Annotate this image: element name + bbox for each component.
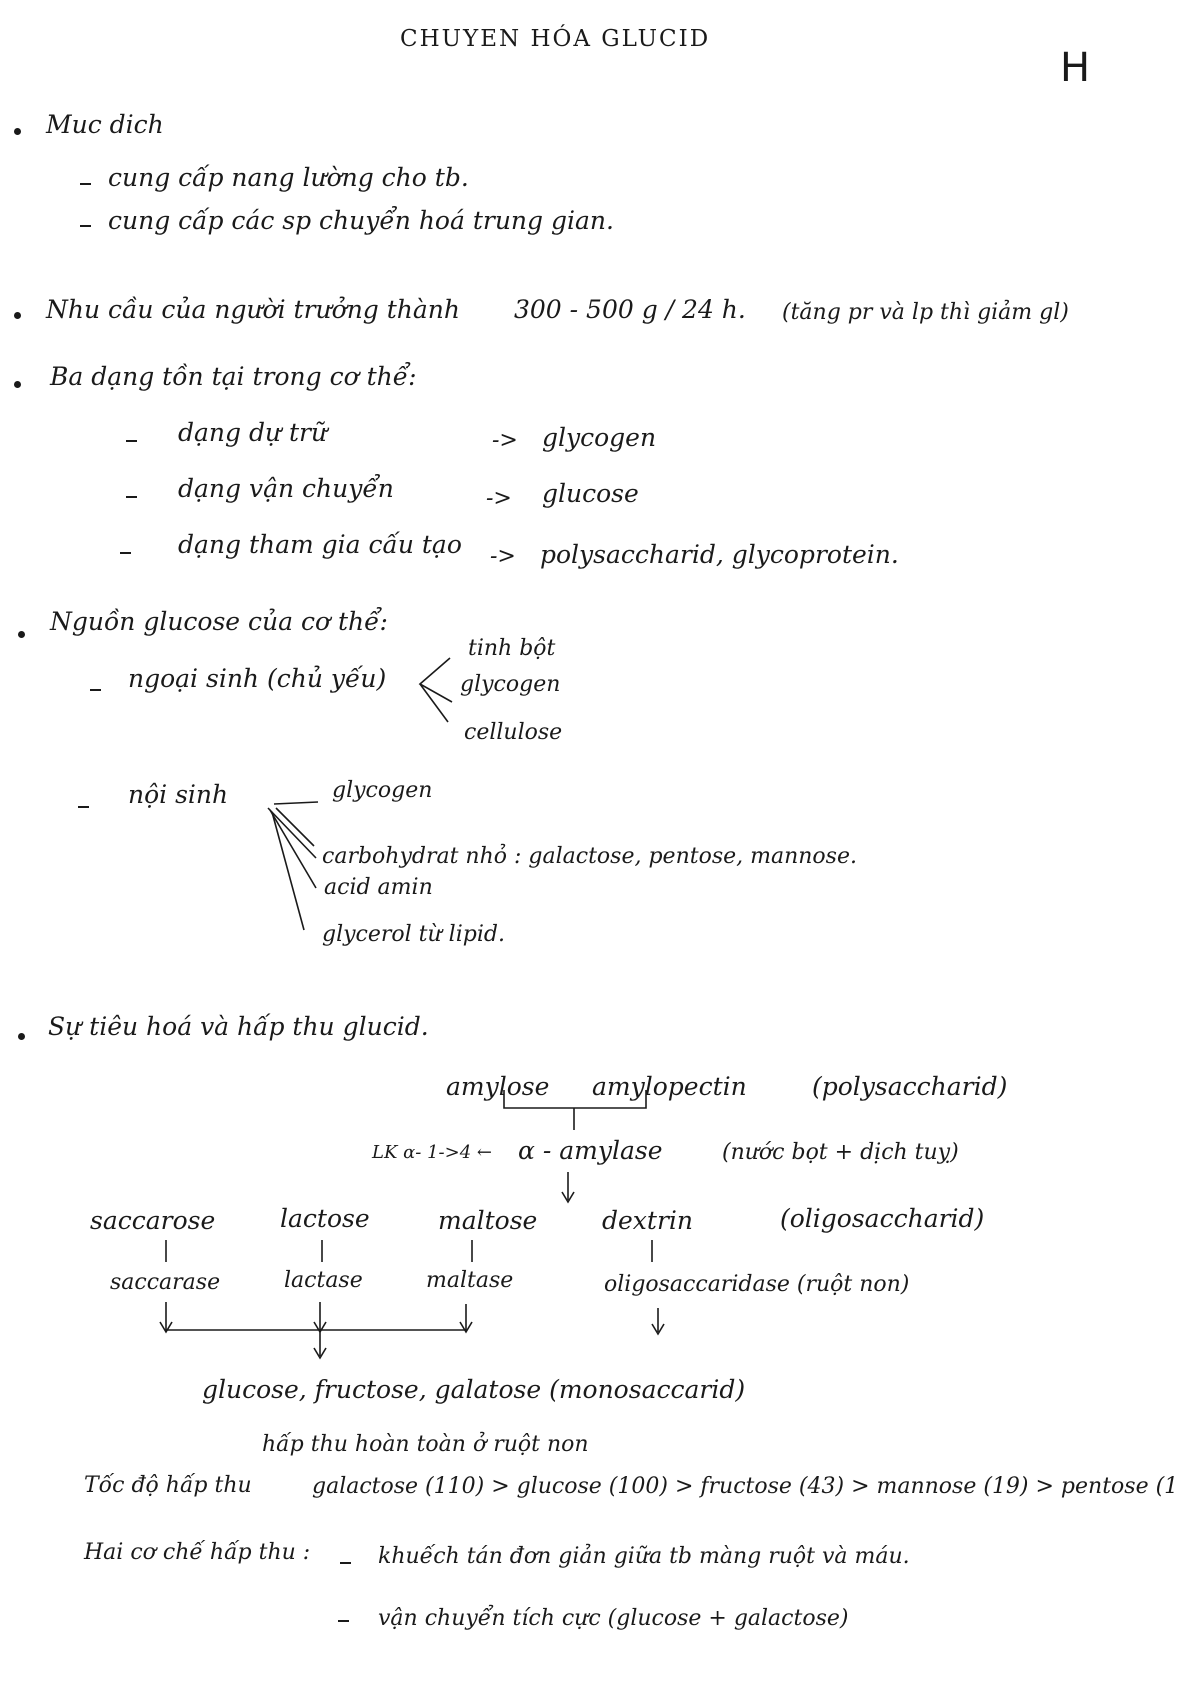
arrow: -> [490,544,516,569]
exogenous-item: cellulose [464,720,563,745]
sources-heading: Nguồn glucose của cơ thể: [50,607,388,636]
endogenous-item: acid amin [324,875,433,900]
endogenous-label: nội sinh [128,780,229,809]
form-result: polysaccharid, glycoprotein. [540,540,899,569]
enzyme: α - amylase [518,1136,663,1165]
sugar: lactose [280,1204,370,1233]
endogenous-item: carbohydrat nhỏ : galactose, pentose, mannose. [322,844,857,869]
oligo-note: (oligosaccharid) [780,1204,985,1233]
purpose-item: cung cấp nang lường cho tb. [108,163,469,192]
exogenous-item: glycogen [460,672,561,697]
arrow: -> [486,486,512,511]
amylopectin: amylopectin [592,1072,747,1101]
exogenous-brace-tail [420,684,448,722]
form-name: dạng tham gia cấu tạo [178,530,462,559]
polysaccharide-bracket [504,1090,646,1108]
arrow: -> [492,428,518,453]
purpose-item: cung cấp các sp chuyển hoá trung gian. [108,206,614,235]
sugar: maltose [438,1206,538,1235]
monosaccarid: glucose, fructose, galatose (monosaccarid) [202,1375,746,1404]
mechanism: khuếch tán đơn giản giữa tb màng ruột và máu. [378,1544,910,1569]
need-note: (tăng pr và lp thì giảm gl) [782,300,1069,325]
purpose-heading: Muc dich [46,110,164,139]
digestion-heading: Sự tiêu hoá và hấp thu glucid. [48,1012,429,1041]
sugar-enzyme: maltase [426,1268,514,1293]
exogenous-label: ngoại sinh (chủ yếu) [128,664,387,693]
exogenous-item: tinh bột [468,636,556,661]
sugar-enzyme: lactase [284,1268,363,1293]
need-value: 300 - 500 g / 24 h. [514,295,746,324]
absorb-note: hấp thu hoàn toàn ở ruột non [262,1432,589,1457]
endogenous-item: glycerol từ lipid. [322,922,505,947]
form-result: glycogen [542,423,657,452]
forms-heading: Ba dạng tồn tại trong cơ thể: [50,362,417,391]
enzyme-source: (nước bọt + dịch tuỵ) [722,1140,959,1165]
page-title: CHUYEN HÓA GLUCID [400,26,711,52]
mechanism-label: Hai cơ chế hấp thu : [84,1540,311,1565]
form-name: dạng vận chuyển [178,474,394,503]
form-name: dạng dự trữ [178,418,328,447]
rate-label: Tốc độ hấp thu [84,1473,252,1498]
corner-mark: H [1060,45,1091,91]
bond-label: LK α- 1->4 ← [372,1142,492,1163]
sugar: dextrin [602,1206,693,1235]
sugar: saccarose [90,1206,216,1235]
rate-values: galactose (110) > glucose (100) > fructose (43) > mannose (19) > pentose (1 [312,1474,1179,1499]
endogenous-item: glycogen [332,778,433,803]
sugar-enzyme: saccarase [110,1270,221,1295]
sugar-enzyme: oligosaccaridase (ruột non) [604,1272,910,1297]
need-label: Nhu cầu của người trưởng thành [46,295,461,324]
form-result: glucose [542,479,639,508]
exogenous-brace [420,658,452,702]
polysaccharid-note: (polysaccharid) [812,1072,1008,1101]
endogenous-fan [274,802,318,804]
amylose: amylose [446,1072,550,1101]
mechanism: vận chuyển tích cực (glucose + galactose) [378,1606,849,1631]
